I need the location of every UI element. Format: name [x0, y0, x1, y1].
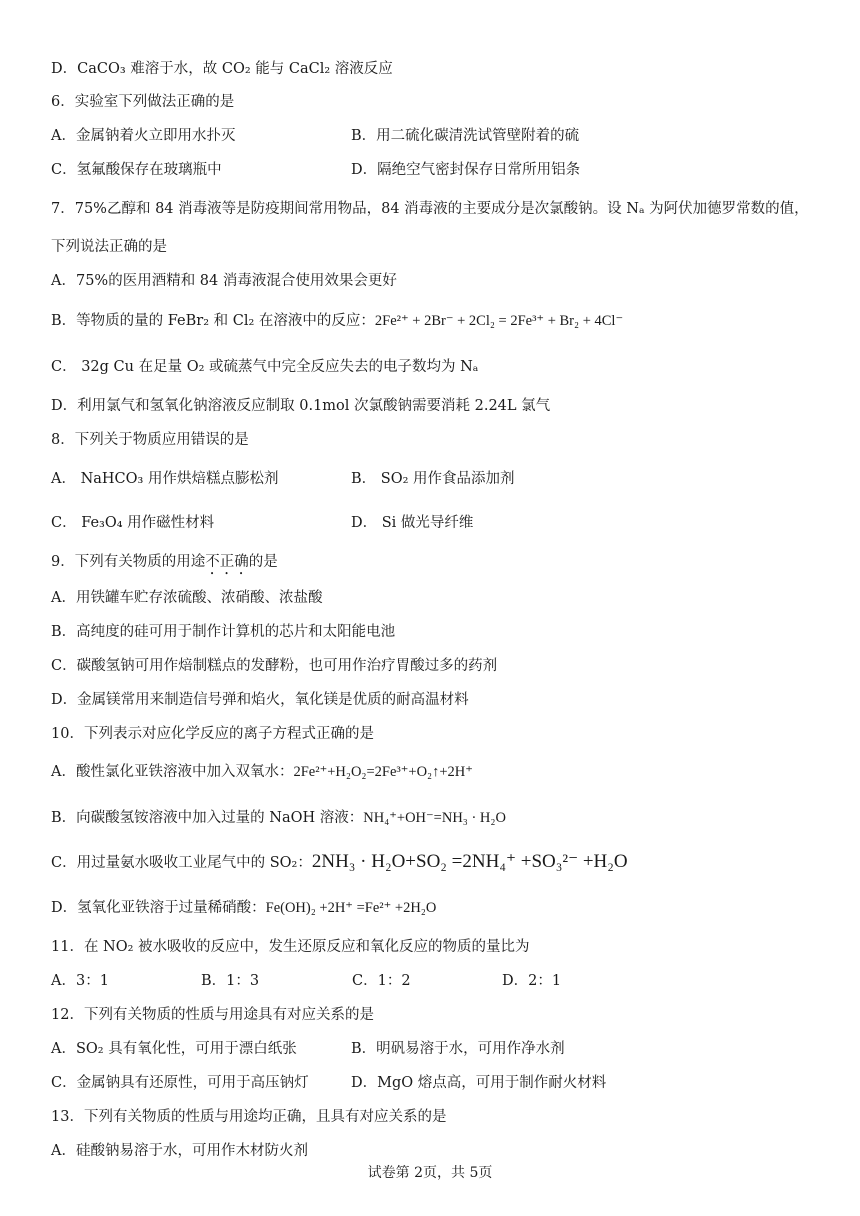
- q7-option-d: D．利用氯气和氢氧化钠溶液反应制取 0.1mol 次氯酸钠需要消耗 2.24L 氯气: [51, 398, 551, 414]
- q9-stem-pre: 9．下列有关物质的用途: [51, 554, 206, 570]
- q9-option-a: A．用铁罐车贮存浓硫酸、浓硝酸、浓盐酸: [51, 590, 323, 606]
- q7-option-b-text: B．等物质的量的 FeBr₂ 和 Cl₂ 在溶液中的反应：: [51, 313, 375, 329]
- q7-option-b-equation: 2Fe²⁺ + 2Br⁻ + 2Cl₂ = 2Fe³⁺ + Br₂ + 4Cl⁻: [374, 313, 624, 329]
- q6-options-row1: [51, 126, 840, 146]
- q9-stem: [51, 552, 840, 578]
- q6-option-a: A．金属钠着火立即用水扑灭: [51, 128, 236, 144]
- q10-option-d: [51, 898, 840, 918]
- q13-stem: 13．下列有关物质的性质与用途均正确，且具有对应关系的是: [51, 1109, 447, 1125]
- q8-option-d: D． Si 做光导纤维: [351, 515, 474, 531]
- q10-option-a-text: A．酸性氯化亚铁溶液中加入双氧水：: [51, 764, 294, 780]
- q6-option-b: B．用二硫化碳清洗试管壁附着的硫: [351, 128, 580, 144]
- q7-option-a: A．75%的医用酒精和 84 消毒液混合使用效果会更好: [51, 273, 397, 289]
- q8-stem: 8．下列关于物质应用错误的是: [51, 432, 249, 448]
- q9-emphasis: 不正确: [205, 554, 249, 570]
- q13-option-a: A．硅酸钠易溶于水，可用作木材防火剂: [51, 1143, 308, 1159]
- q10-option-a: [51, 762, 840, 782]
- q10-option-c: [51, 852, 840, 873]
- q6-options-row2: [51, 160, 840, 180]
- q12-option-c: C．金属钠具有还原性，可用于高压钠灯: [51, 1075, 309, 1091]
- q7-stem: 7．75%乙醇和 84 消毒液等是防疫期间常用物品，84 消毒液的主要成分是次氯酸钠。设 Nₐ 为阿伏加德罗常数的值，: [51, 201, 809, 217]
- q10-option-c-equation: 2NH₃ · H₂O+SO₂ =2NH₄⁺ +SO₃²⁻ +H₂O: [311, 851, 628, 872]
- q10-option-b-equation: NH₄⁺+OH⁻=NH₃ · H₂O: [363, 810, 506, 826]
- q12-option-b: B．明矾易溶于水，可用作净水剂: [351, 1041, 565, 1057]
- q11-option-b: B．1：3: [201, 973, 260, 989]
- q12-option-d: D．MgO 熔点高，可用于制作耐火材料: [351, 1075, 607, 1091]
- q11-options: [51, 971, 840, 991]
- q8-option-c: C． Fe₃O₄ 用作磁性材料: [51, 515, 215, 531]
- q10-option-b: [51, 808, 840, 828]
- q8-option-a: A． NaHCO₃ 用作烘焙糕点膨松剂: [51, 471, 279, 487]
- q6-option-d: D．隔绝空气密封保存日常所用铝条: [351, 162, 581, 178]
- q11-stem: 11．在 NO₂ 被水吸收的反应中，发生还原反应和氧化反应的物质的量比为: [51, 939, 530, 955]
- q11-option-c: C．1：2: [352, 973, 411, 989]
- q12-stem: 12．下列有关物质的性质与用途具有对应关系的是: [51, 1007, 374, 1023]
- q11-option-d: D．2：1: [502, 973, 562, 989]
- q7-option-b: [51, 311, 840, 331]
- q10-option-d-text: D．氢氧化亚铁溶于过量稀硝酸：: [51, 900, 266, 916]
- q6-option-c: C．氢氟酸保存在玻璃瓶中: [51, 162, 222, 178]
- q11-option-a: A．3：1: [51, 973, 109, 989]
- q5-option-d: D．CaCO₃ 难溶于水，故 CO₂ 能与 CaCl₂ 溶液反应: [51, 61, 393, 77]
- q10-option-a-equation: 2Fe²⁺+H₂O₂=2Fe³⁺+O₂↑+2H⁺: [293, 764, 473, 780]
- q9-option-b: B．高纯度的硅可用于制作计算机的芯片和太阳能电池: [51, 624, 396, 640]
- q8-option-b: B． SO₂ 用作食品添加剂: [351, 471, 515, 487]
- q7-stem-cont: 下列说法正确的是: [51, 239, 167, 255]
- q7-option-c: C． 32g Cu 在足量 O₂ 或硫蒸气中完全反应失去的电子数均为 Nₐ: [51, 359, 479, 375]
- q12-option-a: A．SO₂ 具有氧化性，可用于漂白纸张: [51, 1041, 297, 1057]
- page-footer: 试卷第 2页，共 5页: [367, 1165, 493, 1181]
- q10-stem: 10．下列表示对应化学反应的离子方程式正确的是: [51, 726, 374, 742]
- q12-options-row2: [51, 1073, 840, 1093]
- q12-options-row1: [51, 1039, 840, 1059]
- q10-option-d-equation: Fe(OH)₂ +2H⁺ =Fe²⁺ +2H₂O: [265, 900, 437, 916]
- q9-option-d: D．金属镁常用来制造信号弹和焰火，氧化镁是优质的耐高温材料: [51, 692, 469, 708]
- q9-option-c: C．碳酸氢钠可用作焙制糕点的发酵粉，也可用作治疗胃酸过多的药剂: [51, 658, 498, 674]
- q9-stem-post: 的是: [248, 554, 278, 570]
- q10-option-c-text: C．用过量氨水吸收工业尾气中的 SO₂：: [51, 855, 312, 871]
- q10-option-b-text: B．向碳酸氢铵溶液中加入过量的 NaOH 溶液：: [51, 810, 364, 826]
- q8-options-row2: [51, 513, 840, 533]
- q6-stem: 6．实验室下列做法正确的是: [51, 94, 235, 110]
- q8-options-row1: [51, 469, 840, 489]
